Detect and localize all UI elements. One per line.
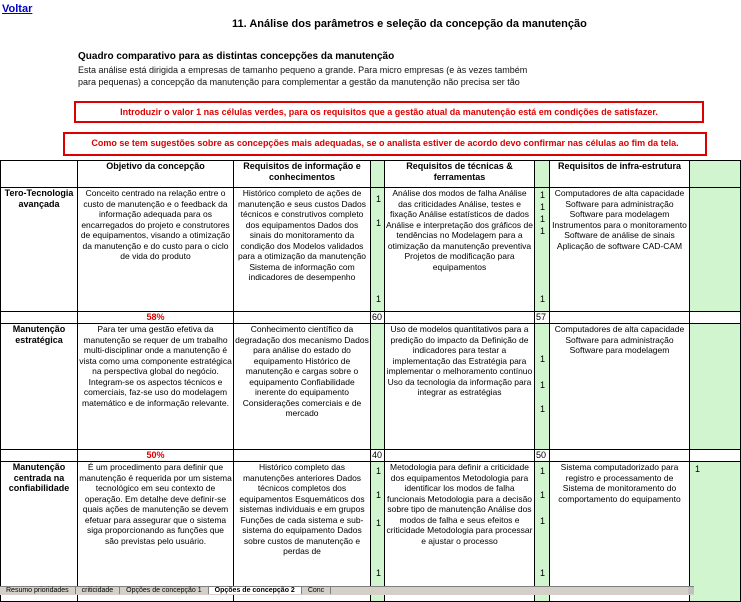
tech-mark: 1 [540, 380, 546, 390]
info-total: 60 [371, 312, 385, 324]
info-mark: 1 [376, 218, 382, 228]
tech-mark: 1 [540, 226, 546, 236]
tech-mark: 1 [540, 190, 546, 200]
header-info-requirements: Requisitos de informação e conhecimentos [234, 161, 371, 188]
tech-mark: 1 [540, 214, 546, 224]
objective-cell: Para ter uma gestão efetiva da manutenção se requer de um trabalho multi-disciplinar onde a manutenção é vista como uma componente estratégica na perspectiva global do negócio. Integram-se os aspectos técnicos e comerciais, faz-se uso do modelagem matemático e de informação relevante. [78, 324, 234, 450]
sheet-tab-active[interactable]: Opções de concepção 2 [209, 587, 302, 594]
page-title: 11. Análise dos parâmetros e seleção da concepção da manutenção [232, 18, 587, 30]
score-percent: 50% [78, 450, 234, 462]
tech-mark: 1 [540, 490, 546, 500]
table-row [1, 462, 741, 602]
infra-input-column[interactable] [690, 324, 741, 450]
info-requirements-cell: Histórico completo de ações de manutenção e seus custos Dados técnicos e construtivos completo dos equipamentos Dados dos sinais do monitoramento da condição dos Modelos validados para a otimização da manutenção Sistema de informação com indicadores de desempenho [234, 188, 371, 312]
sheet-tab[interactable]: criticidade [76, 587, 121, 594]
tech-total: 50 [535, 450, 550, 462]
table-row [1, 324, 741, 450]
scrollbar-corner[interactable] [688, 587, 694, 594]
info-mark: 1 [376, 490, 382, 500]
info-requirements-cell: Conhecimento científico da degradação dos mecanismo Dados para análise do estado do equipamento Histórico de manutenção e cargas sobre o equipamento Confiabilidade inerente do equipamento Considerações comerciais e de mercado [234, 324, 371, 450]
tech-requirements-cell: Análise dos modos de falha Análise das criticidades Análise, testes e fixação Análise estatísticos de dados Análise e interpretação dos gráficos de tendências no Modelagem para a otimização da manutenção preventiva Projetos de modificação para equipamentos [385, 188, 535, 312]
info-mark: 1 [376, 466, 382, 476]
sheet-tab[interactable]: Conc [302, 587, 331, 594]
row-label: Tero-Tecnologia avançada [1, 188, 78, 312]
objective-cell: É um procedimento para definir que manutenção é requerida por um sistema tecnológico em seu contexto de operação. Em detalhe deve definir-se quais ações de manutenção se devem efetuar para assegurar que o sistema siga proporcionando as funções que são previstas pelo usuário. [78, 462, 234, 602]
tech-mark: 1 [540, 568, 546, 578]
suggestion-notice: Como se tem sugestões sobre as concepções mais adequadas, se o analista estiver de acordo devo confirmar nas células ao fim da tela. [63, 132, 707, 156]
info-input-column[interactable] [371, 188, 385, 312]
sheet-tab[interactable]: Resumo prioridades [0, 587, 76, 594]
objective-cell: Conceito centrado na relação entre o custo de manutenção e o feedback da informação adequada para os encarregados do projeto e construtores de equipamentos, visando a otimização da manutenção e do custo para o ciclo de vida do produto [78, 188, 234, 312]
header-objective: Objetivo da concepção [78, 161, 234, 188]
info-input-column[interactable] [371, 324, 385, 450]
header-infra-requirements: Requisitos de infra-estrutura [550, 161, 690, 188]
tech-mark: 1 [540, 466, 546, 476]
sheet-tabs-bar [0, 586, 694, 595]
score-percent: 58% [78, 312, 234, 324]
tech-mark: 1 [540, 404, 546, 414]
comparison-table [0, 160, 741, 602]
tech-mark: 1 [540, 354, 546, 364]
tech-mark: 1 [540, 516, 546, 526]
info-mark: 1 [376, 518, 382, 528]
infra-requirements-cell: Computadores de alta capacidade Software para administração Software para modelagem Instrumentos para o monitoramento Software de análise de sinais Aplicação de software CAD-CAM [550, 188, 690, 312]
header-tech-requirements: Requisitos de técnicas & ferramentas [385, 161, 535, 188]
tech-input-column[interactable] [535, 462, 550, 602]
row-label: Manutenção estratégica [1, 324, 78, 450]
info-total: 40 [371, 450, 385, 462]
tech-mark: 1 [540, 202, 546, 212]
info-mark: 1 [376, 568, 382, 578]
tech-input-column[interactable] [535, 188, 550, 312]
back-link[interactable]: Voltar [2, 3, 33, 15]
tech-requirements-cell: Uso de modelos quantitativos para a predição do impacto da Definição de indicadores para testar a implementação das Estratégia para implementar o melhoramento contínuo Uso da tecnologia da informação para integrar as estratégias [385, 324, 535, 450]
intro-text-line-1: Esta análise está dirigida a empresas de tamanho pequeno a grande. Para micro empresas (e às vezes também [78, 65, 528, 75]
tech-requirements-cell: Metodologia para definir a criticidade dos equipamentos Metodologia para identificar los modos de falha funcionais Metodologia para a decisão sobre tipo de manutenção Análise dos modos de falha e seus efeitos e criticidade Metodologia para processar e ajustar o processo [385, 462, 535, 602]
row-label: Manutenção centrada na confiabilidade [1, 462, 78, 602]
info-mark: 1 [376, 294, 382, 304]
table-row [1, 188, 741, 312]
infra-requirements-cell: Computadores de alta capacidade Software para administração Software para modelagem [550, 324, 690, 450]
infra-requirements-cell: Sistema computadorizado para registro e processamento de Sistema de monitoramento do comportamento do equipamento [550, 462, 690, 602]
tech-total: 57 [535, 312, 550, 324]
infra-input-column[interactable] [690, 462, 741, 602]
sheet-tab[interactable]: Opções de concepção 1 [120, 587, 209, 594]
infra-mark: 1 [695, 464, 701, 474]
info-input-column[interactable] [371, 462, 385, 602]
tech-mark: 1 [540, 294, 546, 304]
infra-input-column[interactable] [690, 188, 741, 312]
info-mark: 1 [376, 194, 382, 204]
intro-text-line-2: para pequenas) a concepção da manutenção para complementar a gestão da manutenção não precisa ser tão [78, 77, 520, 87]
tech-input-column[interactable] [535, 324, 550, 450]
section-heading: Quadro comparativo para as distintas concepções da manutenção [78, 51, 395, 62]
instruction-notice: Introduzir o valor 1 nas células verdes, para os requisitos que a gestão atual da manutenção está em condições de satisfazer. [74, 101, 704, 123]
comparison-table-region [0, 160, 701, 586]
info-requirements-cell: Histórico completo das manutenções anteriores Dados técnicos completos dos equipamentos Esquemáticos dos sistemas individuais e em grupos Funções de cada sistema e sub-sistema do equipamento Dados sobre custos de manutenção e perdas de [234, 462, 371, 602]
